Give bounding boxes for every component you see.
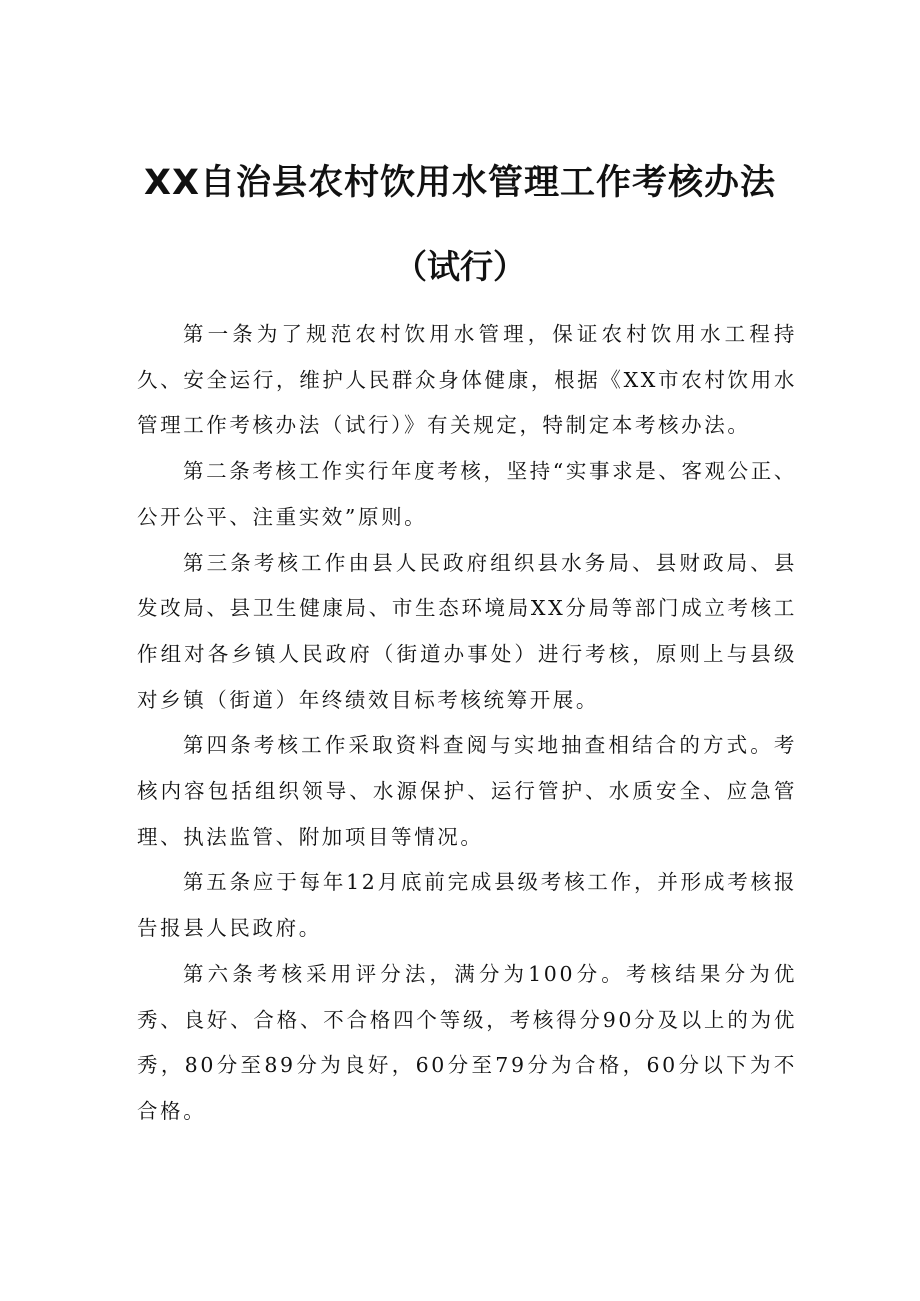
document-subtitle: （试行） [394, 247, 526, 286]
article-2-paragraph: 第二条考核工作实行年度考核，坚持“实事求是、客观公正、公开公平、注重实效”原则。 [137, 459, 797, 529]
article-4-paragraph: 第四条考核工作采取资料查阅与实地抽查相结合的方式。考核内容包括组织领导、水源保护、运行管护、水质安全、应急管理、执法监管、附加项目等情况。 [137, 733, 797, 849]
article-1-paragraph: 第一条为了规范农村饮用水管理，保证农村饮用水工程持久、安全运行，维护人民群众身体健康，根据《XX市农村饮用水管理工作考核办法（试行）》有关规定，特制定本考核办法。 [137, 322, 797, 438]
article-5-paragraph: 第五条应于每年12月底前完成县级考核工作，并形成考核报告报县人民政府。 [137, 870, 797, 941]
document-body [137, 312, 797, 1135]
article-6-paragraph: 第六条考核采用评分法，满分为100分。考核结果分为优秀、良好、合格、不合格四个等级，考核得分90分及以上的为优秀，80分至89分为良好，60分至79分为合格，60分以下为不合格。 [137, 961, 797, 1123]
article-3-paragraph: 第三条考核工作由县人民政府组织县水务局、县财政局、县发改局、县卫生健康局、市生态环境局XX分局等部门成立考核工作组对各乡镇人民政府（街道办事处）进行考核，原则上与县级对乡镇（街道）年终绩效目标考核统筹开展。 [137, 550, 797, 712]
document-title: XX自治县农村饮用水管理工作考核办法 [144, 163, 776, 203]
